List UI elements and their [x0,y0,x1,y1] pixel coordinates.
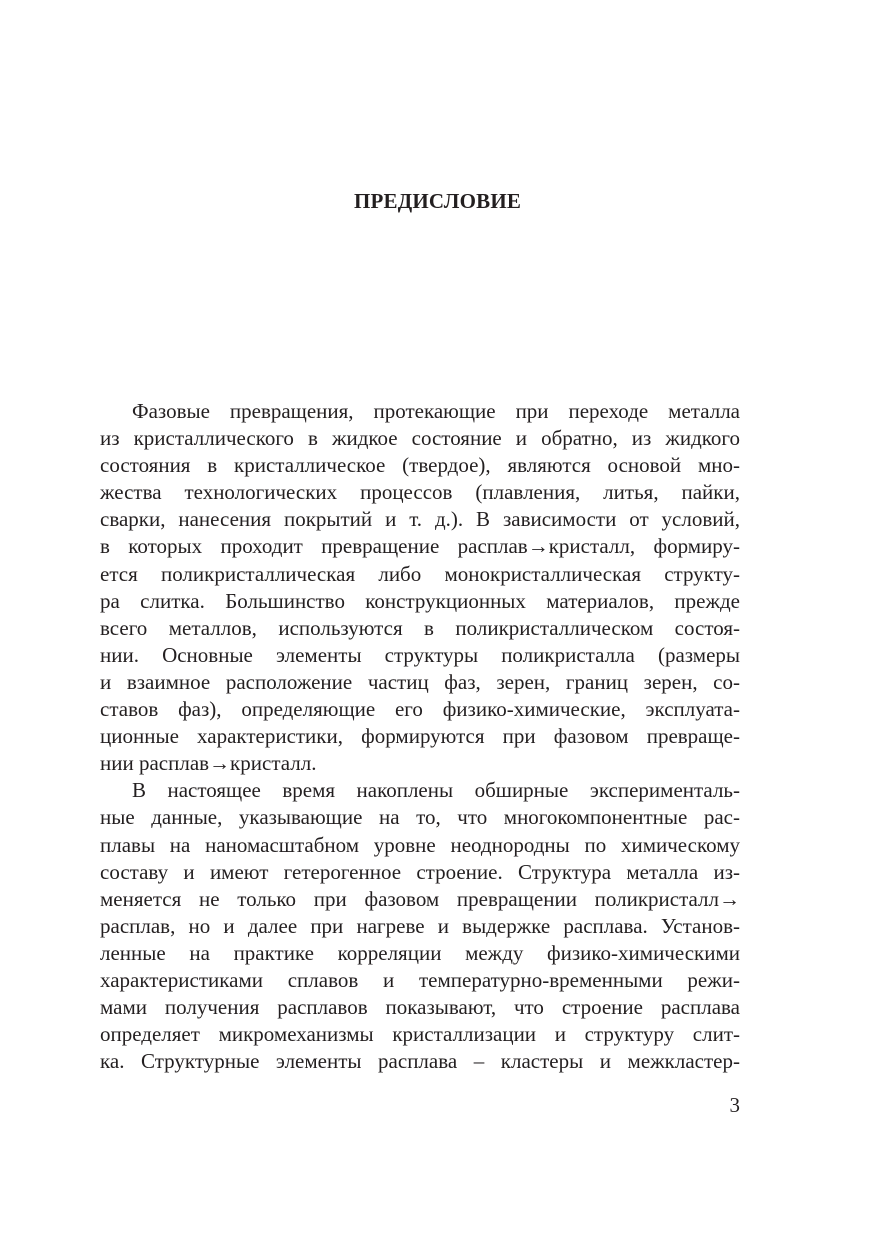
text-line: сварки, нанесения покрытий и т. д.). В зависимости от условий, [100,507,740,532]
text-line: определяет микромеханизмы кристаллизации и структуру слит- [100,1022,740,1047]
text-line: мами получения расплавов показывают, что строение расплава [100,995,740,1020]
text-line: ставов фаз), определяющие его физико-химические, эксплуата- [100,697,740,722]
text-line: нии. Основные элементы структуры поликристалла (размеры [100,642,740,667]
text-line: состояния в кристаллическое (твердое), являются основой мно- [100,453,740,478]
text-line: жества технологических процессов (плавления, литья, пайки, [100,480,740,505]
text-line: ционные характеристики, формируются при фазовом превраще- [100,724,740,749]
text-line: меняется не только при фазовом превращении поликристалл→ [100,886,740,911]
body-text [100,398,740,1075]
text-line: В настоящее время накоплены обширные эксперименталь- [132,778,740,803]
text-line: нии расплав→кристалл. [100,751,317,776]
text-line: из кристаллического в жидкое состояние и обратно, из жидкого [100,426,740,451]
page-title: ПРЕДИСЛОВИЕ [353,189,522,213]
text-line: ные данные, указывающие на то, что многокомпонентные рас- [100,805,740,830]
text-line: и взаимное расположение частиц фаз, зерен, границ зерен, со- [100,669,740,694]
text-line: плавы на наномасштабном уровне неоднородны по химическому [100,832,740,857]
text-line: ра слитка. Большинство конструкционных материалов, прежде [100,588,740,613]
text-line: составу и имеют гетерогенное строение. Структура металла из- [100,859,740,884]
text-line: ка. Структурные элементы расплава – кластеры и межкластер- [100,1049,740,1074]
text-line: всего металлов, используются в поликристаллическом состоя- [100,615,740,640]
text-line: ется поликристаллическая либо монокристаллическая структу- [100,561,740,586]
text-line: характеристиками сплавов и температурно-временными режи- [100,967,740,992]
text-line: в которых проходит превращение расплав→кристалл, формиру- [100,534,740,559]
text-line: Фазовые превращения, протекающие при переходе металла [132,399,740,423]
text-line: расплав, но и далее при нагреве и выдержке расплава. Установ- [100,913,740,938]
text-line: ленные на практике корреляции между физико-химическими [100,940,740,965]
page-number: 3 [729,1093,740,1117]
